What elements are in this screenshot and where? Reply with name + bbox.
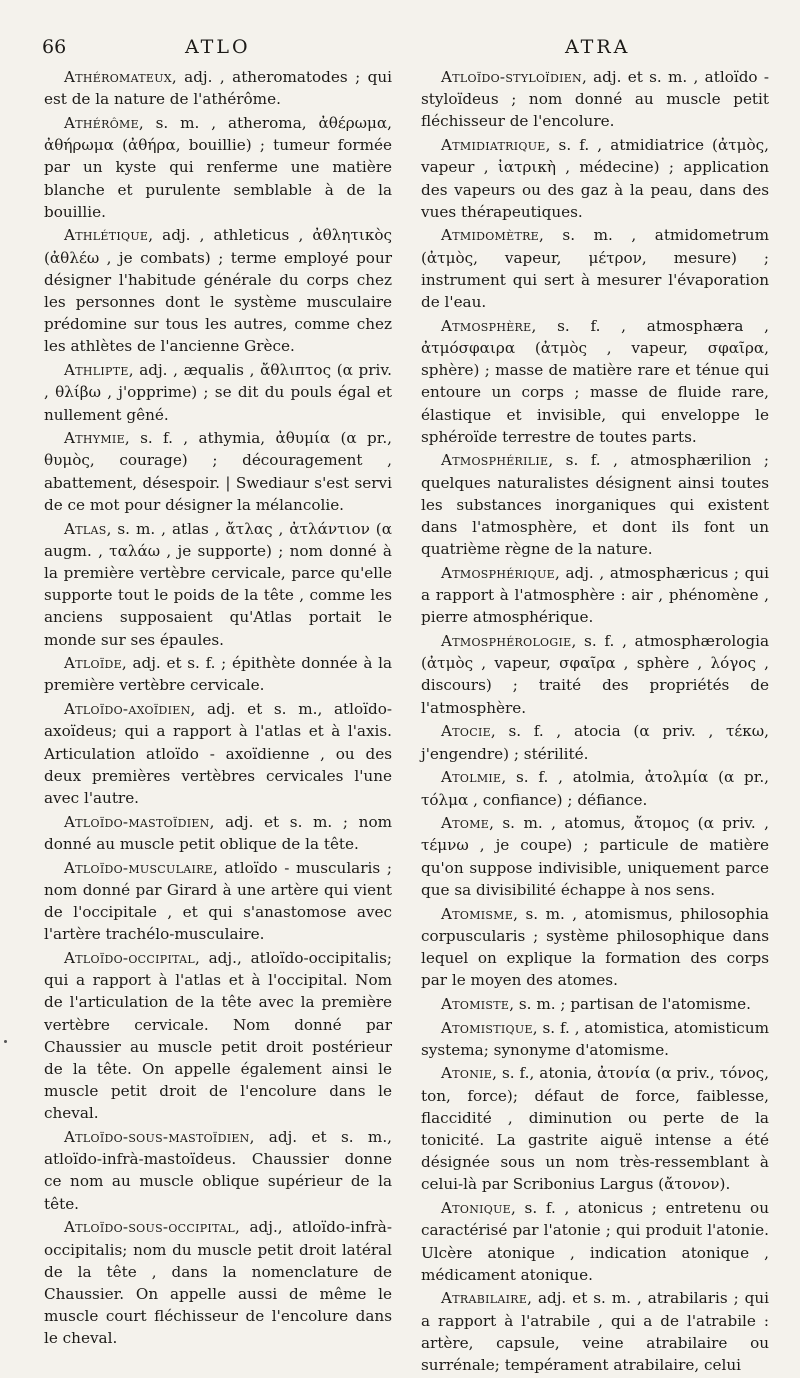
entry-definition: , s. f., atonia, ἀτονία (α priv., τόνος, ton, force); défaut de force, faiblesse, flaccidité , diminution ou perte de la tonicité. La gastrite aiguë intense a été désignée sous un nom très-ressemblant à celui-là par Scribonius Largus (ἄτονον).: [421, 1064, 769, 1194]
left-column: [44, 66, 392, 1351]
dictionary-entry: [421, 812, 769, 901]
entry-definition: , adj. et s. m. , atloïdo - styloïdeus ; nom donné au muscle petit fléchisseur de l'encolure.: [421, 68, 769, 131]
scan-speck: [4, 1040, 7, 1043]
entry-definition: , s. m. , atlas , ἄτλας , ἀτλάντιον (α augm. , ταλάω , je supporte) ; nom donné à la première vertèbre cervicale, parce qu'elle supporte tout le poids de la tête , comme les anciens supposaient qu'Atlas portait le monde sur ses épaules.: [44, 519, 392, 649]
entry-definition: , adj. et s. f. ; épithète donnée à la première vertèbre cervicale.: [44, 654, 392, 695]
entry-definition: , s. m. , atheroma, ἀθέρωμα, ἀθήρωμα (ἀθήρα, bouillie) ; tumeur formée par un kyste qui renferme une matière blanche et purulente semblable à de la bouillie.: [44, 113, 392, 221]
entry-definition: , adj., atloïdo-infrà-occipitalis; nom du muscle petit droit latéral de la tête , dans la nomenclature de Chaussier. On appelle aussi de même le muscle court fléchisseur de l'encolure dans le cheval.: [44, 1218, 392, 1348]
dictionary-entry: [44, 112, 392, 223]
entry-definition: , adj., atloïdo-occipitalis; qui a rapport à l'atlas et à l'occipital. Nom de l'articulation de la tête avec la première vertèbre cervicale. Nom donné par Chaussier au muscle petit droit postérieur de la tête. On appelle également ainsi le muscle petit droit de l'encolure dans le cheval.: [44, 948, 392, 1123]
dictionary-entry: [44, 359, 392, 426]
entry-definition: , atloïdo - muscularis ; nom donné par Girard à une artère qui vient de l'occipitale , et qui s'anastomose avec l'artère trachélo-musculaire.: [44, 858, 392, 944]
entry-headword: Atmidiatrique: [441, 136, 546, 155]
entry-definition: , adj. et s. m., atloïdo-axoïdeus; qui a rapport à l'atlas et à l'axis. Articulation atloïdo - axoïdienne , ou des deux premières vertèbres cervicales l'une avec l'autre.: [44, 700, 392, 807]
entry-headword: Atrabilaire: [441, 1289, 528, 1308]
entry-headword: Atloïdo-sous-mastoïdien: [64, 1128, 250, 1147]
dictionary-entry: [44, 1216, 392, 1349]
dictionary-entry: [421, 630, 769, 719]
entry-headword: Atomiste: [441, 994, 510, 1013]
dictionary-entry: [44, 427, 392, 516]
dictionary-entry: [421, 766, 769, 810]
dictionary-entry: [421, 562, 769, 629]
entry-definition: , s. f. , atonicus ; entretenu ou caractérisé par l'atonie ; qui produit l'atonie. Ulcère atonique , indication atonique , médicament atonique.: [421, 1199, 769, 1284]
running-head-left: ATLO: [185, 36, 251, 58]
entry-definition: , adj. , athleticus , ἀθλητικὸς (ἀθλέω , je combats) ; terme employé pour désigner l'habitude générale du corps chez les personnes dont le système musculaire prédomine sur tous les autres, comme chez les athlètes de l'ancienne Grèce.: [44, 226, 392, 356]
entry-definition: , adj. , atmosphæricus ; qui a rapport à l'atmosphère : air , phénomène , pierre atmosphérique.: [421, 563, 769, 627]
dictionary-entry: [44, 698, 392, 809]
page-header: [0, 34, 800, 62]
dictionary-entry: [421, 449, 769, 560]
entry-headword: Atloïdo-mastoïdien: [64, 812, 210, 831]
dictionary-entry: [44, 947, 392, 1125]
entry-definition: , s. f. , atmosphæra , ἀτμόσφαιρα (ἀτμὸς , vapeur, σφαῖρα, sphère) ; masse de matière rare et ténue qui entoure un corps ; masse de fluide rare, élastique et invisible, qui enveloppe le sphéroïde terrestre de toutes parts.: [421, 316, 769, 446]
dictionary-entry: [44, 518, 392, 651]
entry-headword: Athérôme: [64, 113, 139, 132]
dictionary-entry: [44, 652, 392, 696]
entry-definition: , s. f. , athymia, ἀθυμία (α pr., θυμὸς, courage) ; découragement , abattement, désespoir. | Swediaur s'est servi de ce mot pour désigner la mélancolie.: [44, 429, 392, 514]
dictionary-entry: [421, 66, 769, 133]
entry-definition: , adj. et s. m. , atrabilaris ; qui a rapport à l'atrabile , qui a de l'atrabile : artère, capsule, veine atrabilaire ou surrénale; tempérament atrabilaire, celui: [421, 1289, 769, 1375]
entry-headword: Atmidomètre: [441, 226, 539, 245]
dictionary-entry: [421, 1287, 769, 1376]
dictionary-entry: [44, 811, 392, 855]
entry-headword: Atome: [441, 814, 490, 833]
entry-headword: Atloïde: [64, 654, 122, 673]
entry-headword: Atloïdo-axoïdien: [64, 700, 191, 719]
entry-definition: , adj. et s. m. ; nom donné au muscle petit oblique de la tête.: [44, 812, 392, 853]
entry-definition: , s. f. , atmosphærologia (ἀτμὸς , vapeur, σφαῖρα , sphère , λόγος , discours) ; traité des propriétés de l'atmosphère.: [421, 632, 769, 717]
dictionary-entry: [421, 315, 769, 448]
dictionary-entry: [421, 903, 769, 992]
entry-definition: , s. f. , atomistica, atomisticum systema; synonyme d'atomisme.: [421, 1018, 769, 1059]
entry-definition: , adj. et s. m., atloïdo-infrà-mastoïdeus. Chaussier donne ce nom au muscle oblique supérieur de la tête.: [44, 1128, 392, 1213]
entry-headword: Atmosphère: [441, 316, 532, 335]
entry-headword: Atloïdo-styloïdien: [441, 68, 582, 86]
entry-headword: Atonique: [441, 1199, 512, 1218]
entry-definition: , s. f. , atmosphærilion ; quelques naturalistes désignent ainsi toutes les substances inorganiques qui existent dans l'atmosphère, et dont ils font un quatrième règne de la nature.: [421, 451, 769, 559]
entry-definition: , s. f. , atmidiatrice (ἀτμὸς, vapeur , ἰατρικὴ , médecine) ; application des vapeurs ou des gaz à la peau, dans des vues thérapeutiques.: [421, 136, 769, 221]
entry-definition: , s. f. , atolmia, ἀτολμία (α pr., τόλμα , confiance) ; défiance.: [421, 768, 769, 809]
entry-headword: Atolmie: [441, 768, 502, 787]
running-head-right: ATRA: [565, 36, 631, 58]
entry-definition: , s. m. , atomismus, philosophia corpuscularis ; système philosophique dans lequel on explique la formation des corps par le moyen des atomes.: [421, 904, 769, 990]
dictionary-entry: [421, 134, 769, 223]
entry-headword: Atonie: [441, 1064, 493, 1083]
entry-headword: Athlipte: [64, 361, 129, 380]
entry-definition: , s. f. , atocia (α priv. , τέκω, j'engendre) ; stérilité.: [421, 722, 769, 763]
entry-headword: Atomisme: [441, 904, 514, 923]
right-column: [421, 66, 769, 1378]
page-number: 66: [42, 36, 67, 58]
entry-definition: , adj. , æqualis , ἄθλιπτος (α priv. , θλίβω , j'opprime) ; se dit du pouls égal et nullement gêné.: [44, 361, 392, 424]
entry-headword: Athlétique: [64, 226, 149, 245]
dictionary-entry: [44, 66, 392, 110]
entry-headword: Atloïdo-occipital: [64, 948, 195, 967]
entry-headword: Atomistique: [441, 1018, 533, 1037]
dictionary-entry: [421, 720, 769, 764]
dictionary-entry: [421, 1017, 769, 1061]
entry-definition: , s. m. ; partisan de l'atomisme.: [509, 994, 751, 1013]
entry-headword: Atocie: [441, 722, 491, 741]
entry-definition: , adj. , atheromatodes ; qui est de la nature de l'athérôme.: [44, 68, 392, 109]
entry-headword: Atmosphérilie: [441, 451, 549, 470]
entry-headword: Atloïdo-musculaire: [64, 858, 214, 877]
dictionary-entry: [421, 224, 769, 313]
entry-headword: Athymie: [64, 429, 125, 448]
dictionary-entry: [421, 1062, 769, 1195]
dictionary-entry: [421, 993, 769, 1015]
dictionary-entry: [44, 224, 392, 357]
dictionary-entry: [421, 1197, 769, 1286]
entry-definition: , s. m. , atomus, ἄτομος (α priv. , τέμνω , je coupe) ; particule de matière qu'on suppose indivisible, uniquement parce que sa divisibilité échappe à nos sens.: [421, 814, 769, 899]
entry-headword: Atmosphérologie: [441, 632, 572, 651]
entry-headword: Athéromateux: [64, 68, 172, 86]
entry-definition: , s. m. , atmidometrum (ἀτμὸς, vapeur, μέτρον, mesure) ; instrument qui sert à mesurer l'évaporation de l'eau.: [421, 226, 769, 312]
dictionary-entry: [44, 857, 392, 946]
entry-headword: Atloïdo-sous-occipital: [64, 1218, 235, 1237]
entry-headword: Atmosphérique: [441, 563, 555, 582]
dictionary-entry: [44, 1126, 392, 1215]
entry-headword: Atlas: [64, 519, 107, 538]
